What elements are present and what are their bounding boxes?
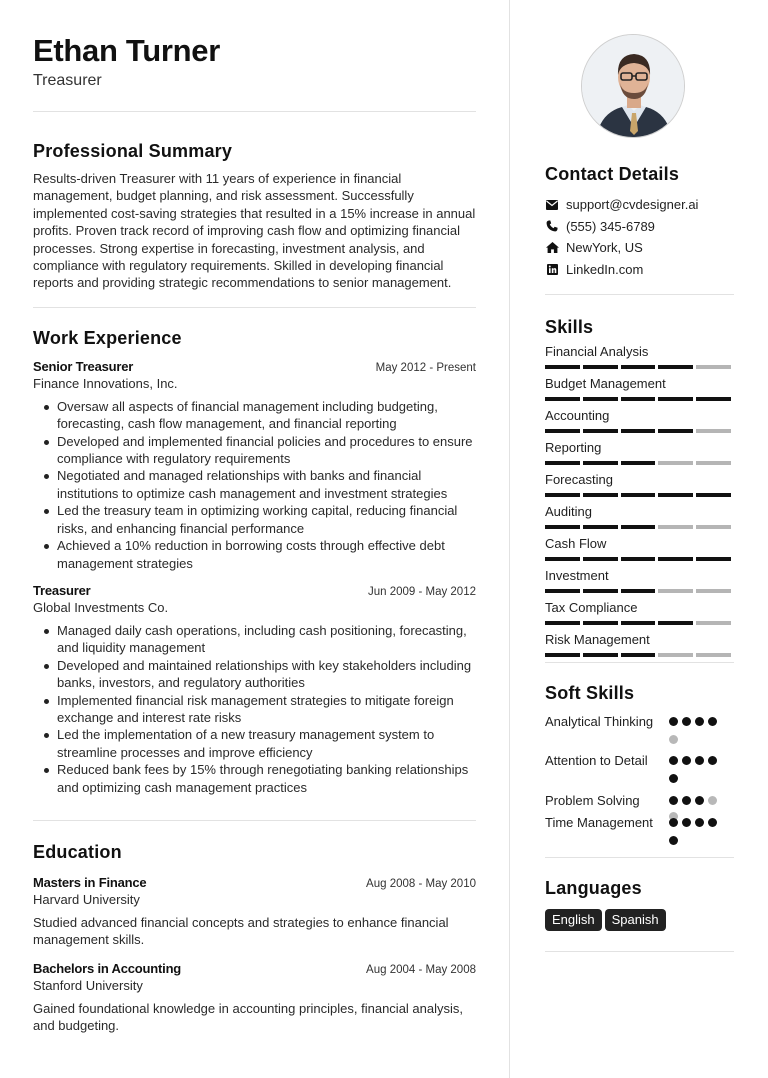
profile-photo [581,34,685,138]
soft-skill-dots [669,792,725,814]
language-chip: English [545,909,602,931]
skill-bar-filled [545,653,580,657]
skill-item [545,535,734,567]
list-item: Implemented financial risk management strategies to mitigate foreign exchange and interest rate risks [33,692,476,727]
skill-level-bars [545,461,734,465]
language-chip: Spanish [605,909,666,931]
rating-dot-filled [682,756,691,765]
skill-bar-filled [583,653,618,657]
contact-location [545,237,734,259]
rating-dot-filled [669,717,678,726]
skill-level-bars [545,557,734,561]
main-column [33,32,476,1035]
skill-bar-filled [583,621,618,625]
list-item: Developed and implemented financial policies and procedures to ensure compliance with regulatory requirements [33,433,476,468]
skill-bar-filled [545,621,580,625]
rating-dot-filled [669,774,678,783]
rating-dot-filled [669,818,678,827]
job-date: Jun 2009 - May 2012 [367,585,476,598]
skill-bar-filled [583,557,618,561]
degree-title: Bachelors in Accounting [33,960,182,976]
list-item: Reduced bank fees by 15% through renegotiating banking relationships and optimizing cash management practices [33,761,476,796]
skill-bar-filled [658,621,693,625]
soft-skills-divider [545,857,734,858]
soft-skill-name: Attention to Detail [545,753,648,769]
skill-item [545,631,734,663]
contact-location-text: NewYork, US [566,240,643,256]
skill-bar-empty [696,589,731,593]
languages-section [545,877,734,931]
skill-name: Auditing [545,504,592,520]
soft-skill-dots [669,752,725,792]
soft-skills-list [545,713,734,854]
skill-bar-filled [545,525,580,529]
skill-bar-filled [545,589,580,593]
contact-heading: Contact Details [545,164,680,184]
list-item: Led the treasury team in optimizing working capital, reducing financial risks, and enhancing financial performance [33,502,476,537]
skill-level-bars [545,525,734,529]
skill-level-bars [545,653,734,657]
rating-dot-filled [669,796,678,805]
rating-dot-filled [695,796,704,805]
school-name: Harvard University [33,891,140,907]
education-entry [33,960,476,1035]
languages-divider [545,951,734,952]
skill-bar-empty [696,525,731,529]
skill-bar-filled [583,397,618,401]
skill-level-bars [545,429,734,433]
skill-name: Forecasting [545,472,613,488]
skill-bar-filled [696,493,731,497]
skill-bar-filled [621,621,656,625]
skill-bar-filled [621,589,656,593]
skill-bar-empty [696,621,731,625]
rating-dot-filled [669,756,678,765]
skill-item [545,343,734,375]
education-description: Studied advanced financial concepts and strategies to enhance financial management skills. [33,914,449,948]
skill-bar-filled [621,397,656,401]
skill-level-bars [545,397,734,401]
skill-item [545,599,734,631]
skill-name: Risk Management [545,632,650,648]
rating-dot-filled [682,796,691,805]
skill-bar-filled [583,589,618,593]
skill-bar-empty [658,589,693,593]
soft-skill-dots [669,713,725,752]
experience-heading: Work Experience [33,327,182,348]
education-section [33,841,476,1035]
home-icon [545,241,559,255]
skill-bar-filled [545,397,580,401]
skill-bar-filled [621,461,656,465]
skill-level-bars [545,589,734,593]
skill-bar-filled [621,493,656,497]
skill-bar-filled [621,365,656,369]
languages-heading: Languages [545,878,642,899]
experience-divider [33,820,476,821]
soft-skills-heading: Soft Skills [545,683,635,704]
skill-item [545,439,734,471]
job-entry [33,358,476,572]
skill-bar-filled [621,557,656,561]
skill-bar-filled [696,397,731,401]
list-item: Led the implementation of a new treasury management system to streamline processes and improve efficiency [33,726,476,761]
candidate-name: Ethan Turner [33,33,221,68]
skills-list [545,343,734,663]
skill-bar-empty [658,653,693,657]
job-bullets [33,622,476,796]
skill-bar-empty [696,365,731,369]
soft-skill-item [545,752,734,792]
skill-item [545,567,734,599]
languages-list [545,909,734,931]
list-item: Oversaw all aspects of financial management including budgeting, forecasting, cash flow management, and financial reporting [33,398,476,433]
education-entry [33,874,476,949]
skills-section [545,316,734,663]
sidebar-column [545,32,734,952]
job-bullets [33,398,476,572]
experience-section [33,327,476,796]
rating-dot-empty [708,796,717,805]
skill-level-bars [545,365,734,369]
skill-name: Financial Analysis [545,344,649,360]
skill-bar-filled [545,461,580,465]
skill-name: Investment [545,568,609,584]
skill-bar-filled [658,493,693,497]
skill-name: Reporting [545,440,602,456]
skill-level-bars [545,621,734,625]
rating-dot-filled [708,717,717,726]
skill-bar-filled [583,461,618,465]
skill-bar-filled [658,365,693,369]
skill-bar-empty [696,461,731,465]
soft-skill-item [545,814,734,854]
contact-linkedin-text[interactable]: LinkedIn.com [566,262,644,278]
rating-dot-filled [695,818,704,827]
skills-heading: Skills [545,317,594,338]
phone-icon [545,219,559,233]
skill-bar-empty [658,461,693,465]
skills-divider [545,662,734,663]
linkedin-icon [545,263,559,277]
skill-item [545,471,734,503]
profile-photo-illustration [582,35,685,138]
job-company: Global Investments Co. [33,599,169,615]
summary-heading: Professional Summary [33,141,233,161]
job-date: May 2012 - Present [375,361,476,374]
soft-skills-section [545,682,734,854]
skill-item [545,407,734,439]
skill-name: Accounting [545,408,610,424]
soft-skill-name: Analytical Thinking [545,714,654,730]
skill-bar-filled [658,557,693,561]
rating-dot-filled [682,818,691,827]
skill-bar-filled [583,493,618,497]
rating-dot-filled [708,756,717,765]
soft-skill-name: Time Management [545,815,653,831]
job-title: Senior Treasurer [33,358,134,374]
skill-item [545,503,734,535]
rating-dot-filled [669,836,678,845]
soft-skill-dots [669,814,725,854]
candidate-title: Treasurer [33,72,102,89]
soft-skill-item [545,792,734,814]
school-name: Stanford University [33,977,143,993]
contact-linkedin [545,259,734,281]
skill-bar-filled [583,429,618,433]
skill-item [545,375,734,407]
skill-bar-empty [696,653,731,657]
skill-bar-filled [583,525,618,529]
education-date: Aug 2008 - May 2010 [366,877,476,890]
list-item: Developed and maintained relationships with key stakeholders including banks, investors, and regulatory authorities [33,657,476,692]
skill-bar-filled [658,397,693,401]
skill-name: Cash Flow [545,536,607,552]
education-heading: Education [33,841,122,862]
skill-name: Tax Compliance [545,600,638,616]
job-company: Finance Innovations, Inc. [33,375,178,391]
education-description: Gained foundational knowledge in accounting principles, financial analysis, and budgeting. [33,1000,463,1034]
degree-title: Masters in Finance [33,874,147,890]
job-title: Treasurer [33,582,91,598]
envelope-icon [545,198,559,212]
skill-bar-filled [545,557,580,561]
header-divider [33,111,476,112]
summary-text: Results-driven Treasurer with 11 years of experience in financial management, budget planning, and risk assessment. Successfully implemented cost-saving strategies that resulted in a 15% increase in annual profits. Proven track record of improving cash flow and optimizing financial processes. Strong expertise in forecasting, investment analysis, and compliance with regulatory requirements. Skilled in developing financial reports and providing strategic recommendations to senior management. [33,171,476,291]
contact-section [545,163,734,280]
skill-bar-filled [583,365,618,369]
skill-name: Budget Management [545,376,666,392]
summary-divider [33,307,476,308]
contact-email-text[interactable]: support@cvdesigner.ai [566,197,699,213]
job-entry [33,582,476,796]
skill-bar-filled [621,429,656,433]
rating-dot-empty [669,735,678,744]
rating-dot-filled [695,717,704,726]
summary-section [33,140,476,292]
skill-bar-filled [658,429,693,433]
skill-level-bars [545,493,734,497]
contact-email [545,194,734,216]
rating-dot-filled [708,818,717,827]
skill-bar-filled [545,429,580,433]
skill-bar-filled [545,365,580,369]
skill-bar-filled [696,557,731,561]
skill-bar-filled [545,493,580,497]
soft-skill-item [545,713,734,752]
skill-bar-filled [621,653,656,657]
list-item: Achieved a 10% reduction in borrowing costs through effective debt management strategies [33,537,476,572]
list-item: Managed daily cash operations, including cash positioning, forecasting, and liquidity management [33,622,476,657]
skill-bar-empty [696,429,731,433]
rating-dot-filled [695,756,704,765]
rating-dot-filled [682,717,691,726]
skill-bar-empty [658,525,693,529]
contact-phone-text[interactable]: (555) 345-6789 [566,218,655,234]
soft-skill-name: Problem Solving [545,793,640,809]
education-date: Aug 2004 - May 2008 [366,963,476,976]
column-divider [509,0,510,1078]
contact-phone [545,216,734,238]
skill-bar-filled [621,525,656,529]
list-item: Negotiated and managed relationships with banks and financial institutions to optimize cash management and investment strategies [33,467,476,502]
contact-divider [545,294,734,295]
